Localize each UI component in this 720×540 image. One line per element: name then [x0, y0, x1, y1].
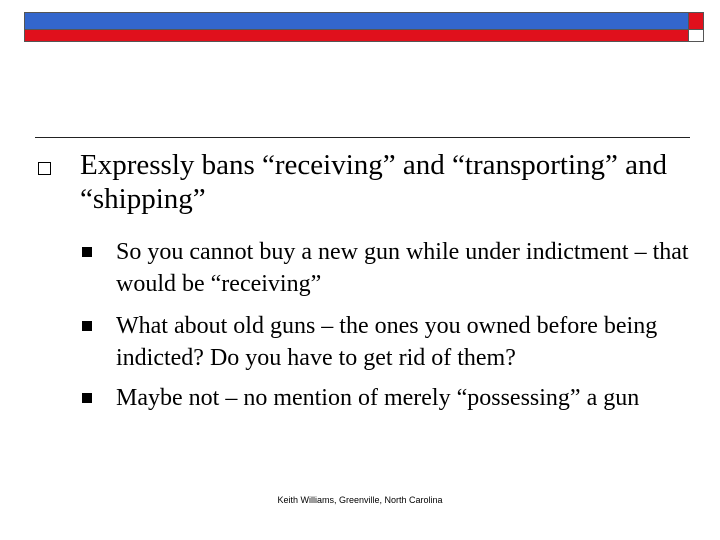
- header-bar-blue: [24, 12, 690, 30]
- hollow-square-bullet-icon: [38, 162, 51, 175]
- title-divider: [35, 137, 690, 138]
- sub-bullet-1: So you cannot buy a new gun while under indictment – that would be “receiving”: [116, 239, 689, 297]
- slide-footer: Keith Williams, Greenville, North Carolina: [277, 495, 443, 505]
- sub-bullet-3: Maybe not – no mention of merely “possessing” a gun: [116, 385, 640, 411]
- square-bullet-icon: [82, 393, 92, 403]
- sub-bullet-2: What about old guns – the ones you owned before being indicted? Do you have to get rid of them?: [116, 313, 658, 371]
- main-bullet-text: Expressly bans “receiving” and “transporting” and “shipping”: [80, 149, 668, 215]
- square-bullet-icon: [82, 247, 92, 257]
- header-bar-red: [24, 29, 690, 42]
- header-square-white: [688, 29, 704, 42]
- square-bullet-icon: [82, 321, 92, 331]
- header-square-red: [688, 12, 704, 30]
